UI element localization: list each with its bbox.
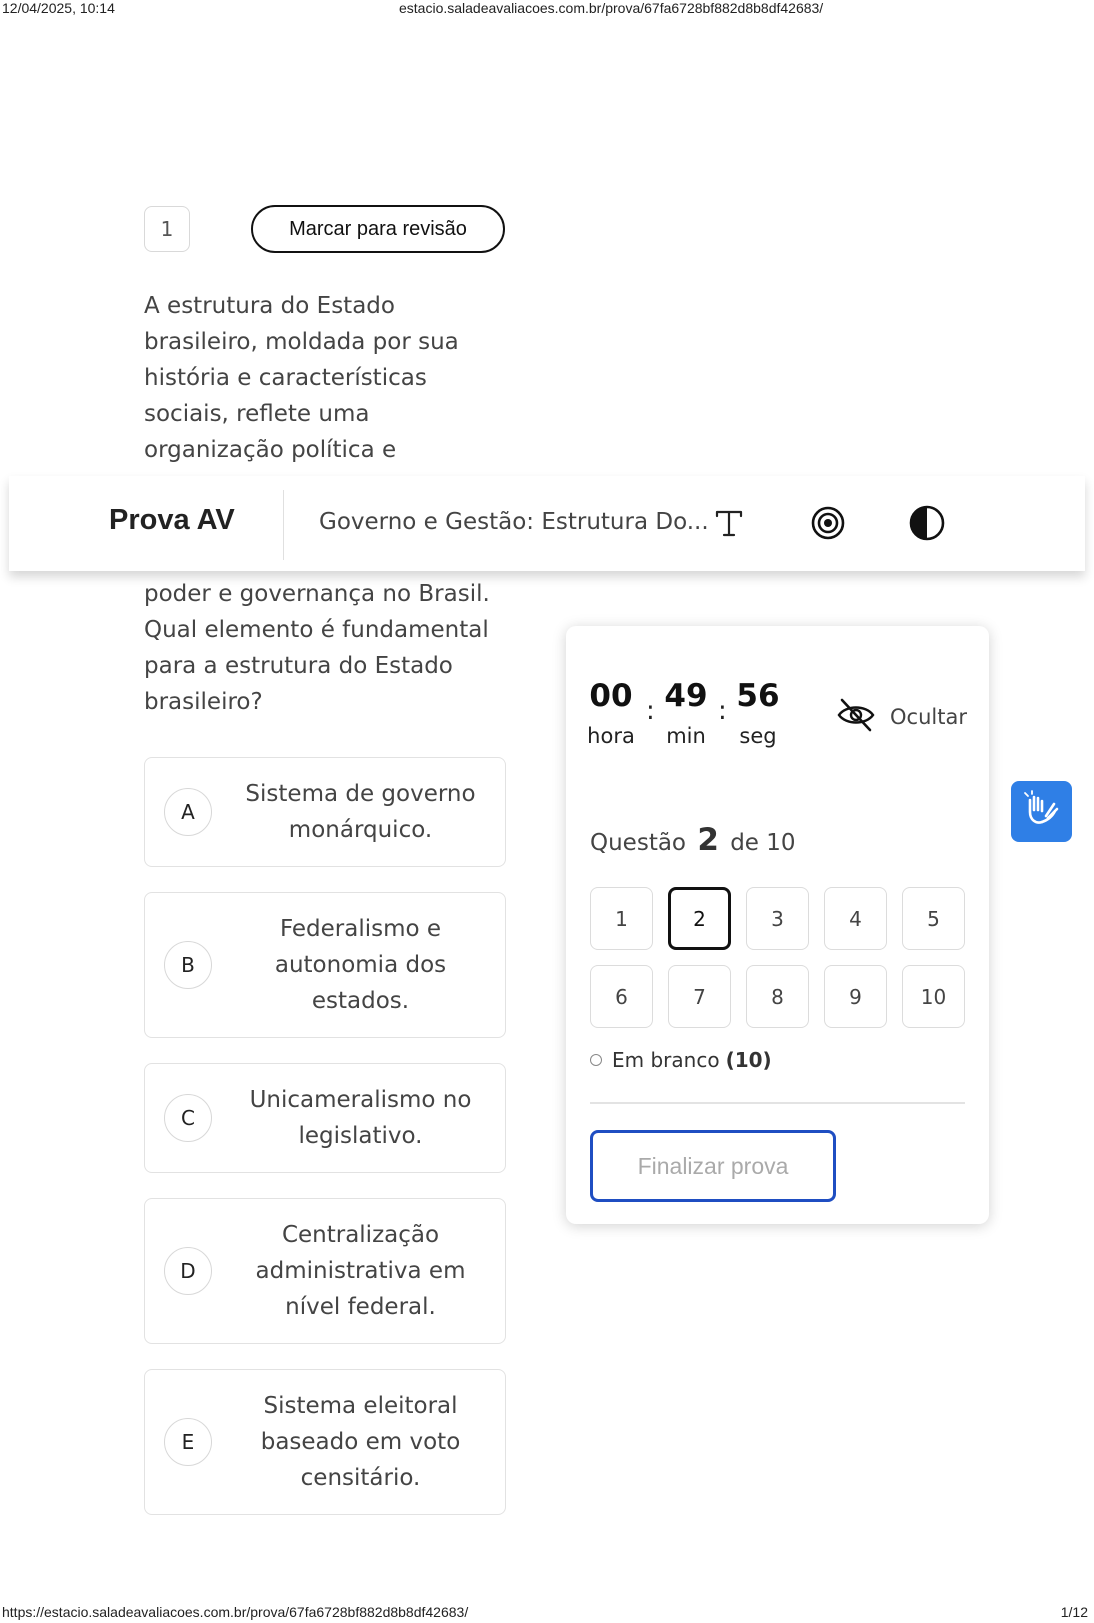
- print-timestamp: 12/04/2025, 10:14: [2, 0, 115, 16]
- timer-hours: 00: [589, 678, 633, 714]
- finish-exam-button[interactable]: Finalizar prova: [590, 1130, 836, 1202]
- timer-seconds: 56: [736, 678, 780, 714]
- option-letter: C: [164, 1094, 212, 1142]
- question-nav-4[interactable]: 4: [824, 887, 887, 950]
- eye-off-icon: [836, 697, 876, 737]
- question-counter-prefix: Questão: [590, 830, 686, 856]
- option-b[interactable]: [144, 892, 506, 1038]
- option-text: Sistema de governo monárquico.: [245, 781, 476, 843]
- option-e[interactable]: [144, 1369, 506, 1515]
- print-url: estacio.saladeavaliacoes.com.br/prova/67fa6728bf882d8b8df42683/: [399, 0, 824, 16]
- contrast-icon[interactable]: [908, 504, 946, 542]
- option-text: Unicameralismo no legislativo.: [249, 1087, 472, 1149]
- text-size-icon[interactable]: [710, 504, 748, 542]
- question-nav-6[interactable]: 6: [590, 965, 653, 1028]
- question-text-bottom: poder e governança no Brasil. Qual elemento é fundamental para a estrutura do Estado brasileiro?: [144, 581, 490, 715]
- question-nav-5[interactable]: 5: [902, 887, 965, 950]
- question-counter-current: 2: [697, 822, 719, 858]
- option-c[interactable]: [144, 1063, 506, 1173]
- subject-title: Governo e Gestão: Estrutura Do...: [319, 509, 709, 535]
- question-nav-3[interactable]: 3: [746, 887, 809, 950]
- option-text: Sistema eleitoral baseado em voto censitário.: [260, 1393, 461, 1491]
- option-letter: A: [164, 788, 212, 836]
- panel-divider: [590, 1102, 965, 1104]
- question-counter: [590, 822, 796, 858]
- question-text-top: A estrutura do Estado brasileiro, moldada por sua história e características sociais, reflete uma organização política e: [144, 293, 459, 463]
- timer-minutes: 49: [664, 678, 708, 714]
- timer-seconds-label: seg: [739, 724, 777, 748]
- option-letter: E: [164, 1418, 212, 1466]
- blank-dot-icon: [590, 1054, 602, 1066]
- question-number: 1: [144, 206, 190, 252]
- timer-minutes-label: min: [666, 724, 706, 748]
- question-nav-1[interactable]: 1: [590, 887, 653, 950]
- blank-label: Em branco: [612, 1048, 720, 1072]
- option-letter: D: [164, 1247, 212, 1295]
- option-text: Federalismo e autonomia dos estados.: [274, 916, 447, 1014]
- timer-colon: :: [718, 696, 727, 726]
- exam-panel: [566, 626, 989, 1224]
- mark-for-review-button[interactable]: Marcar para revisão: [251, 205, 505, 253]
- timer-colon: :: [646, 696, 655, 726]
- blank-count-row: [590, 1048, 772, 1072]
- focus-target-icon[interactable]: [809, 504, 847, 542]
- question-nav-8[interactable]: 8: [746, 965, 809, 1028]
- blank-count: (10): [725, 1048, 772, 1072]
- sign-language-button[interactable]: [1011, 781, 1072, 842]
- topbar-divider: [283, 490, 284, 560]
- question-nav-9[interactable]: 9: [824, 965, 887, 1028]
- print-page-number: 1/12: [1060, 1604, 1088, 1620]
- print-footer-url: https://estacio.saladeavaliacoes.com.br/prova/67fa6728bf882d8b8df42683/: [2, 1604, 469, 1620]
- question-counter-suffix: de 10: [730, 830, 796, 856]
- timer-hours-label: hora: [587, 724, 635, 748]
- option-letter: B: [164, 941, 212, 989]
- hide-timer-label: Ocultar: [890, 705, 967, 729]
- brand-title: Prova AV: [109, 504, 235, 536]
- question-nav-10[interactable]: 10: [902, 965, 965, 1028]
- option-a[interactable]: [144, 757, 506, 867]
- sign-language-hands-icon: [1022, 790, 1062, 834]
- option-text: Centralização administrativa em nível federal.: [255, 1222, 466, 1320]
- option-d[interactable]: [144, 1198, 506, 1344]
- top-bar: [9, 476, 1085, 571]
- print-header: [0, 0, 1094, 18]
- question-nav-7[interactable]: 7: [668, 965, 731, 1028]
- question-nav-2[interactable]: 2: [668, 887, 731, 950]
- print-footer: [0, 1604, 1094, 1622]
- hide-timer-button[interactable]: [836, 696, 967, 738]
